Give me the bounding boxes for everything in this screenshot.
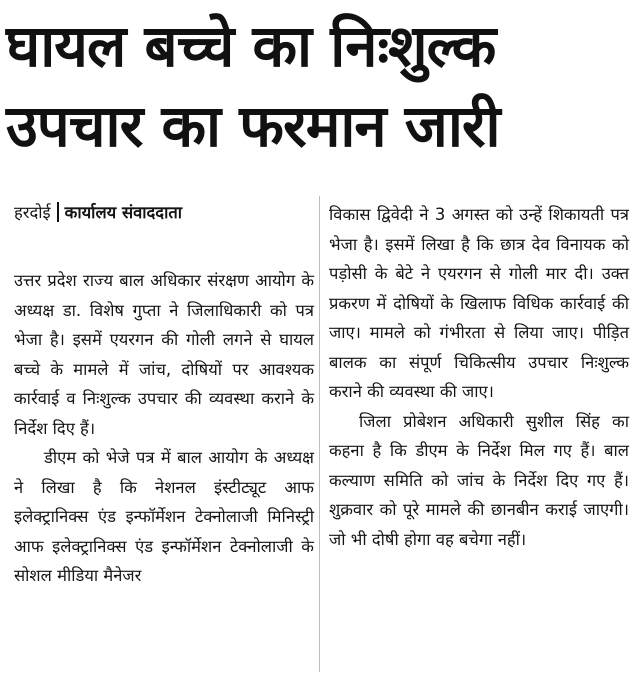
headline: [6, 6, 636, 166]
left-paragraph-1: उत्तर प्रदेश राज्य बाल अधिकार संरक्षण आयोग के अध्यक्ष डा. विशेष गुप्ता ने जिलाधिकारी को पत्र भेजा है। इसमें एयरगन की गोली लगने से घायल बच्चे के मामले में जांच, दोषियों पर आवश्यक कार्रवाई व निःशुल्क उपचार की व्यवस्था कराने के निर्देश दिए हैं।: [14, 271, 314, 438]
right-paragraph-1: विकास द्विवेदी ने 3 अगस्त को उन्हें शिकायती पत्र भेजा है। इसमें लिखा है कि छात्र देव विनायक को पड़ोसी के बेटे ने एयरगन से गोली मार दी। उक्त प्रकरण में दोषियों के खिलाफ विधिक कार्रवाई की जाए। मामले को गंभीरता से लिया जाए। पीड़ित बालक का संपूर्ण चिकित्सीय उपचार निःशुल्क कराने की व्यवस्था की जाए।: [329, 205, 629, 401]
right-paragraph-2: जिला प्रोबेशन अधिकारी सुशील सिंह का कहना है कि डीएम के निर्देश मिल गए हैं। बाल कल्याण समिति को जांच के निर्देश दिए गए हैं। शुक्रवार को पूरे मामले की छानबीन कराई जाएगी। जो भी दोषी होगा वह बचेगा नहीं।: [329, 411, 629, 549]
dateline-author: कार्यालय संवाददाता: [64, 203, 183, 222]
headline-line-1: घायल बच्चे का निःशुल्क: [6, 12, 496, 80]
dateline: [14, 198, 314, 228]
column-divider: [319, 196, 320, 672]
article-column-right: [329, 200, 629, 554]
left-paragraph-2: डीएम को भेजे पत्र में बाल आयोग के अध्यक्ष ने लिखा है कि नेशनल इंस्टीट्यूट आफ इलेक्ट्रानिक्स एंड इन्फॉर्मेशन टेक्नोलाजी मिनिस्ट्री आफ इलेक्ट्रानिक्स एंड इन्फॉर्मेशन टेक्नोलाजी के सोशल मीडिया मैनेजर: [14, 448, 314, 585]
dateline-separator: [57, 202, 59, 222]
headline-line-2: उपचार का फरमान जारी: [6, 92, 500, 160]
dateline-place: हरदोई: [14, 203, 51, 222]
article-column-left: [14, 198, 314, 591]
